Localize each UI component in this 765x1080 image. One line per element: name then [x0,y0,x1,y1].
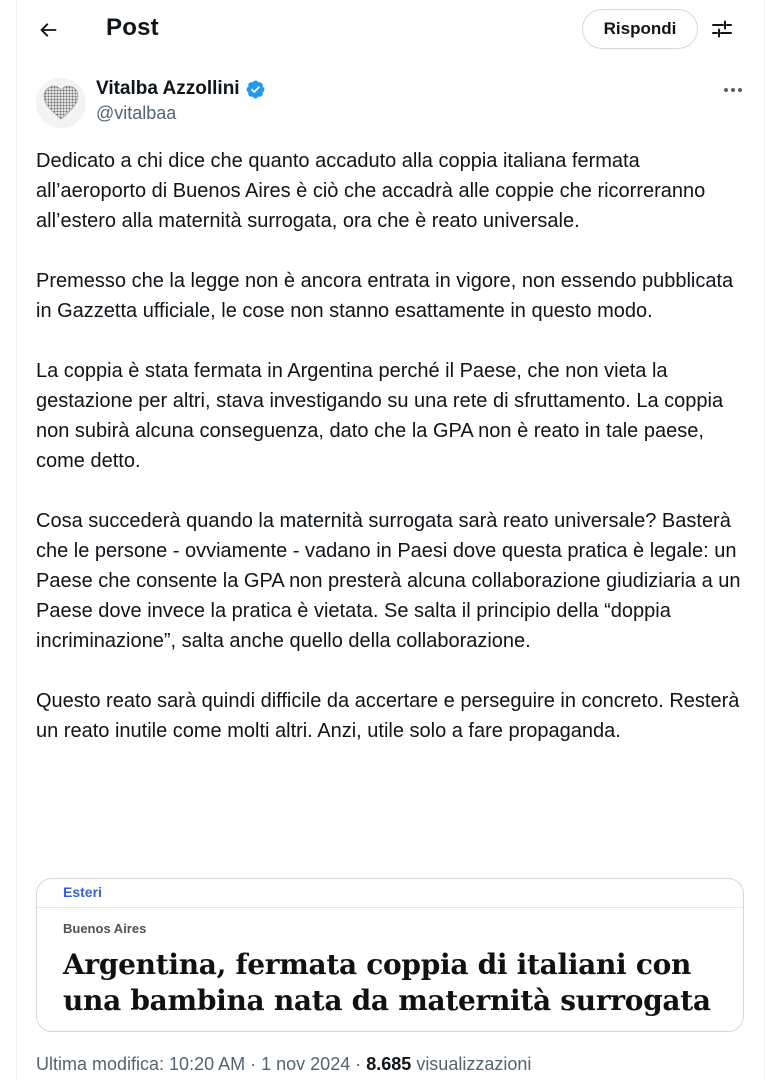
post-paragraph: Premesso che la legge non è ancora entrata in vigore, non essendo pubblicata in Gazzetta ufficiale, le cose non stanno esattamente in questo modo. [36,270,734,322]
reply-button[interactable]: Rispondi [582,9,698,49]
card-location: Buenos Aires [63,921,147,936]
meta-separator: · [250,1054,257,1074]
meta-separator: · [355,1054,362,1074]
views-label[interactable]: visualizzazioni [416,1054,532,1074]
sliders-icon [710,17,734,41]
more-options-button[interactable] [718,78,748,102]
avatar[interactable] [36,78,86,128]
card-divider [37,907,743,908]
post-timestamp[interactable] [169,1054,350,1074]
card-section-label: Esteri [63,884,102,900]
post-paragraph: La coppia è stata fermata in Argentina perché il Paese, che non vieta la gestazione per altri, stava investigando su una rete di sfruttamento. La coppia non subirà alcuna conseguenza, dato che la GPA non è reato in tale paese, come detto. [36,360,724,472]
card-headline: Argentina, fermata coppia di italiani con una bambina nata da maternità surrogata [63,948,711,1017]
author-handle[interactable]: @vitalbaa [96,103,177,123]
settings-button[interactable] [705,12,739,46]
link-preview-card[interactable] [36,878,744,1032]
post-paragraph: Cosa succederà quando la maternità surrogata sarà reato universale? Basterà che le persone - ovviamente - vadano in Paesi dove questa pratica è legale: un Paese che consente la GPA non presterà alcuna collaborazione giudiziaria a un Paese dove invece la pratica è vietata. Se salta il principio della “doppia incriminazione”, salta anche quello della collaborazione. [36,510,741,652]
post-paragraph: Dedicato a chi dice che quanto accaduto alla coppia italiana fermata all’aeroporto di Buenos Aires è ciò che accadrà alle coppie che ricorreranno all’estero alla maternità surrogata, ora che è reato universale. [36,150,706,232]
views-count[interactable]: 8.685 [366,1054,412,1074]
back-button[interactable] [30,12,66,48]
page-title: Post [106,14,159,41]
post-time[interactable]: 10:20 AM [169,1054,246,1074]
edited-label[interactable]: Ultima modifica: [36,1054,165,1074]
verified-badge-icon [245,79,266,100]
arrow-left-icon [37,19,59,41]
heart-icon [41,83,81,123]
author-name[interactable]: Vitalba Azzollini [96,78,240,99]
post-header [0,0,765,58]
post-text [36,146,746,746]
post-paragraph: Questo reato sarà quindi difficile da accertare e perseguire in concreto. Resterà un reato inutile come molti altri. Anzi, utile solo a fare propaganda. [36,690,740,742]
post-meta [36,1054,531,1075]
post-date[interactable]: 1 nov 2024 [261,1054,351,1074]
more-dots-icon [723,87,743,93]
author-name-row[interactable] [96,78,266,100]
